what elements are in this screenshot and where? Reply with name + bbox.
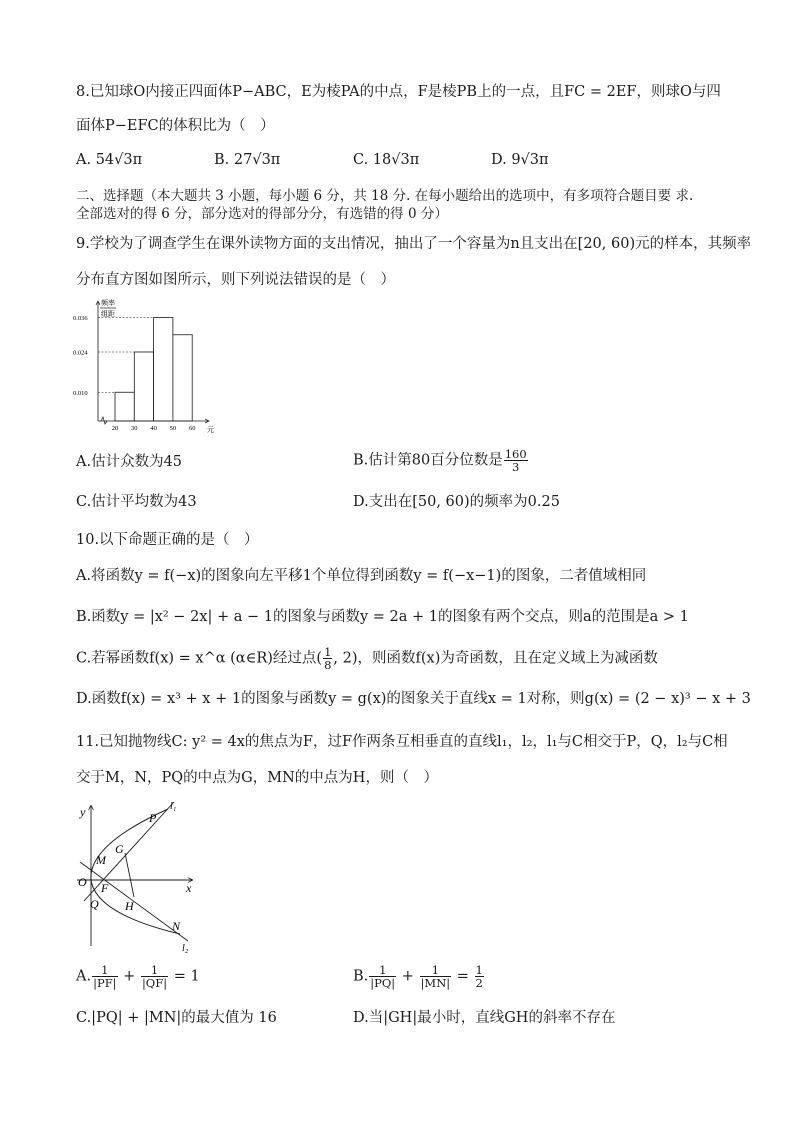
q10-option-a: A.将函数y = f(−x)的图象向左平移1个单位得到函数y = f(−x−1)的图象，二者值域相同	[76, 568, 647, 584]
q9-option-b-denominator: 3	[512, 460, 520, 474]
q11-option-c: C.|PQ| + |MN|的最大值为 16	[76, 1010, 277, 1026]
q10-option-c-fraction	[323, 646, 332, 671]
line-l1	[84, 801, 177, 901]
q11-stem-line2: 交于M，N，PQ的中点为G，MN的中点为H，则（ ）	[76, 770, 438, 786]
q9-option-b-fraction	[504, 448, 528, 473]
q10-option-c	[76, 646, 658, 671]
q9-option-b-numerator: 160	[504, 447, 527, 461]
q11-option-a-f2-num: 1	[141, 964, 168, 977]
q8-stem-line2: 面体P−EFC的体积比为（ ）	[76, 118, 275, 134]
q8-option-c: C. 18√3π	[353, 152, 420, 168]
q11-option-b-result	[475, 964, 484, 989]
hist-ylabel-bottom: 组距	[101, 310, 115, 318]
label-m: M	[96, 853, 106, 867]
label-h: H	[125, 899, 134, 913]
label-l2: l₂	[182, 943, 189, 954]
hist-ylabel-top: 频率	[101, 299, 115, 307]
hist-y-tick-label: 0.036	[73, 315, 88, 322]
hist-x-tick-label: 20	[111, 425, 119, 432]
label-x: x	[186, 881, 192, 895]
q11-option-b-f2-num: 1	[420, 964, 452, 977]
q10-option-d: D.函数f(x) = x³ + x + 1的图象与函数y = g(x)的图象关于直线x = 1对称，则g(x) = (2 − x)³ − x + 3	[76, 691, 751, 707]
q11-option-b-f2-den: |MN|	[420, 976, 451, 990]
q11-option-b: B. $\frac{1}{|PQ|}$ + $\frac{1}{|MN|}$ = $\frac{1}{2}$	[353, 963, 483, 990]
hist-bar	[154, 318, 173, 422]
frequency-histogram	[70, 296, 220, 438]
q9-option-d: D.支出在[50, 60)的频率为0.25	[353, 494, 560, 510]
parabola-curve	[91, 809, 180, 934]
q10-option-c-denominator: 8	[324, 658, 332, 672]
hist-x-tick-label: 30	[131, 425, 138, 432]
hist-bar	[115, 392, 134, 421]
label-g: G	[115, 842, 124, 856]
q9-stem-line1: 9.学校为了调查学生在课外读物方面的支出情况，抽出了一个容量为n且支出在[20, 60)元的样本，其频率	[76, 236, 752, 252]
q11-option-a-prefix: A.	[76, 968, 92, 985]
hist-x-tick-label: 40	[150, 425, 157, 432]
label-o: O	[78, 875, 87, 889]
q11-option-a-fraction2	[141, 964, 168, 989]
hist-xlabel: 元	[207, 426, 214, 434]
hist-bar	[173, 335, 192, 421]
q8-option-d: D. 9√3π	[491, 152, 549, 168]
q11-option-a-f1-num: 1	[92, 964, 117, 977]
hist-x-tick-label: 50	[169, 425, 177, 432]
q11-option-a: A. $\frac{1}{|PF|}$ + $\frac{1}{|QF|}$ = 1	[76, 963, 200, 990]
q11-stem-line1: 11.已知抛物线C: y² = 4x的焦点为F，过F作两条互相垂直的直线l₁，l₂，l₁与C相交于P，Q，l₂与C相	[76, 734, 728, 750]
q11-option-a-f1-den: |PF|	[93, 976, 117, 990]
hist-bar	[134, 352, 153, 421]
hist-x-tick-label: 60	[188, 425, 196, 432]
label-l1: l₁	[170, 801, 177, 812]
q11-option-a-suffix: = 1	[173, 968, 200, 985]
q9-stem-line2: 分布直方图如图所示，则下列说法错误的是（ ）	[76, 272, 395, 288]
hist-axis-break	[101, 417, 107, 424]
section2-heading-line2: 全部选对的得 6 分，部分选对的得部分分，有选错的得 0 分）	[76, 206, 448, 222]
q10-option-c-numerator: 1	[324, 645, 332, 659]
q11-option-b-r-den: 2	[475, 976, 483, 990]
q11-option-b-f1-num: 1	[369, 964, 396, 977]
q8-option-a: A. 54√3π	[76, 152, 143, 168]
q11-option-b-fraction1	[369, 964, 396, 989]
q11-option-b-prefix: B.	[353, 968, 369, 985]
segment-gh	[125, 853, 134, 897]
q10-stem: 10.以下命题正确的是（ ）	[76, 532, 259, 548]
hist-y-tick-label: 0.024	[73, 349, 88, 357]
q11-option-b-r-num: 1	[475, 963, 483, 977]
label-n: N	[172, 919, 181, 933]
q9-option-c: C.估计平均数为43	[76, 494, 197, 510]
q11-option-a-f2-den: |QF|	[141, 976, 168, 990]
q10-option-b: B.函数y = |x² − 2x| + a − 1的图象与函数y = 2a + 1的图象有两个交点，则a的范围是a > 1	[76, 609, 689, 625]
q11-option-b-fraction2	[420, 964, 452, 989]
q9-option-b-text: B.估计第80百分位数是	[353, 452, 503, 469]
q8-option-b: B. 27√3π	[214, 152, 281, 168]
q11-option-d: D.当|GH|最小时，直线GH的斜率不存在	[353, 1010, 616, 1026]
q10-option-c-prefix: C.若幂函数f(x) = x^α (α∈R)经过点(	[76, 650, 323, 667]
q10-option-c-suffix: , 2)，则函数f(x)为奇函数，且在定义域上为减函数	[333, 650, 658, 667]
hist-y-tick-label: 0.010	[73, 389, 88, 397]
section2-heading-line1: 二、选择题（本大题共 3 小题，每小题 6 分，共 18 分. 在每小题给出的选项中，有多项符合题目要 求.	[76, 188, 694, 204]
label-y: y	[80, 805, 86, 819]
q9-option-a: A.估计众数为45	[76, 454, 183, 470]
parabola-figure	[72, 796, 202, 954]
q11-option-b-f1-den: |PQ|	[370, 976, 396, 990]
q11-option-a-fraction1	[92, 964, 117, 989]
label-p: P	[149, 811, 157, 825]
q9-option-b	[353, 448, 529, 473]
q8-stem-line1: 8.已知球O内接正四面体P−ABC，E为棱PA的中点，F是棱PB上的一点，且FC = 2EF，则球O与四	[76, 84, 721, 100]
label-f: F	[101, 881, 109, 895]
label-q: Q	[90, 897, 99, 911]
